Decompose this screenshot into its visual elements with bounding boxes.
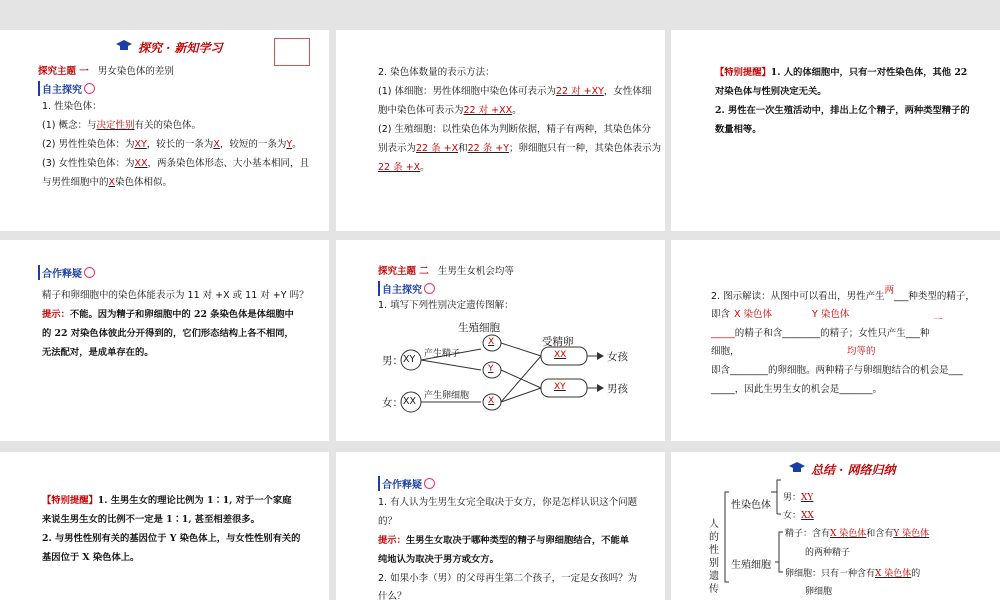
node-egg: 卵细胞：只有一种含有X 染色体的 bbox=[785, 569, 921, 579]
topic-title: 生男生女机会均等 bbox=[437, 266, 514, 277]
slide-5[interactable] bbox=[336, 240, 665, 441]
line-4: 细胞， bbox=[711, 346, 740, 357]
node-sperm: 精子：含有X 染色体和含有Y 染色体 bbox=[785, 529, 930, 539]
stamp-icon bbox=[84, 267, 95, 278]
slide-8[interactable] bbox=[336, 452, 665, 600]
question-1: 1. 有人认为生男生女完全取决于女方，你是怎样认识这个问题 bbox=[378, 497, 638, 508]
egg-label: 产生卵细胞 bbox=[424, 391, 470, 401]
self-explore-tag: 自主探究 bbox=[38, 81, 95, 96]
line-5: 与男性细胞中的X染色体相似。 bbox=[42, 177, 173, 188]
slide-9[interactable] bbox=[671, 452, 1000, 600]
slide-2[interactable] bbox=[336, 30, 665, 231]
sperm-y: Y bbox=[488, 364, 494, 374]
topic-label: 探究主题 二 bbox=[378, 266, 429, 277]
section-header: 探究 · 新知学习 bbox=[138, 41, 223, 55]
thumbnail-image bbox=[274, 38, 310, 66]
germ-cell-label: 生殖细胞 bbox=[458, 322, 500, 334]
line-1: 1. 填写下列性别决定遗传图解： bbox=[378, 300, 514, 311]
female-label: 女： bbox=[382, 397, 403, 409]
node-male: 男：XY bbox=[783, 493, 814, 503]
question-2: 2. 如果小李（男）的父母再生第二个孩子，一定是女孩吗？为 bbox=[378, 573, 638, 584]
line-6: _____，因此生男生女的机会是_______。 bbox=[711, 384, 883, 395]
line-6: 22 条 +X。 bbox=[378, 162, 430, 173]
hint-line-4: 数量相等。 bbox=[715, 124, 762, 135]
hint-line-2: 对染色体与性别决定无关。 bbox=[715, 86, 827, 97]
answer-line-3: 无法配对，是成单存在的。 bbox=[42, 347, 154, 358]
hint-line-3: 2. 男性在一次生殖活动中，排出上亿个精子，两种类型精子的 bbox=[715, 105, 970, 116]
answer-line-2: 纯地认为取决于男方或女方。 bbox=[378, 554, 499, 565]
equal-answer: 均等的 bbox=[847, 346, 876, 357]
line-3: _____的精子和含________的精子；女性只产生___种 bbox=[711, 328, 930, 339]
mortarboard-icon bbox=[116, 38, 132, 57]
hint-line-2: 来说生男生女的比例不一定是 1∶1, 甚至相差很多。 bbox=[42, 514, 260, 525]
zygote-xy: XY bbox=[554, 382, 566, 392]
node-sperm-2: 的两种精子 bbox=[805, 548, 851, 558]
hint-line-1: 【特别提醒】1. 生男生女的理论比例为 1∶1, 对于一个家庭 bbox=[42, 495, 292, 506]
self-explore-tag: 自主探究 bbox=[378, 281, 435, 296]
topic-label: 探究主题 一 bbox=[38, 66, 89, 77]
answer-line-2: 的 22 对染色体彼此分开得到的，它们形态结构上各不相同， bbox=[42, 328, 294, 339]
node-germ-cell: 生殖细胞 bbox=[731, 560, 771, 571]
line-1: 2. 图示解读：从图中可以看出，男性产生两___种类型的精子， bbox=[711, 285, 975, 302]
male-genotype: XY bbox=[403, 354, 416, 365]
node-sex-chromosome: 性染色体 bbox=[731, 500, 771, 511]
sperm-label: 产生精子 bbox=[424, 349, 461, 359]
girl-label: 女孩 bbox=[607, 351, 628, 363]
line-5: 即含________的卵细胞。两种精子与卵细胞结合的机会是___ bbox=[711, 365, 963, 376]
one-answer: 一 bbox=[933, 315, 943, 326]
zygote-label: 受精卵 bbox=[542, 336, 574, 348]
slide-1[interactable] bbox=[0, 30, 329, 231]
discussion-tag: 合作释疑 bbox=[378, 476, 435, 491]
hint-line-1: 【特别提醒】1. 人的体细胞中，只有一对性染色体，其他 22 bbox=[715, 67, 968, 78]
egg-x: X bbox=[488, 396, 495, 406]
question-2b: 什么？ bbox=[378, 591, 407, 600]
line-2: 即含 X 染色体 Y 染色体 bbox=[711, 309, 850, 320]
hint-line-3: 2. 与男性性别有关的基因位于 Y 染色体上，与女性性别有关的 bbox=[42, 533, 301, 544]
section-header: 总结 · 网络归纳 bbox=[811, 463, 896, 477]
slide-4[interactable] bbox=[0, 240, 329, 441]
female-genotype: XX bbox=[403, 396, 417, 407]
stamp-icon bbox=[424, 478, 435, 489]
node-egg-2: 卵细胞 bbox=[805, 587, 833, 597]
question-1b: 的？ bbox=[378, 516, 398, 527]
topic-title: 男女染色体的差别 bbox=[97, 66, 174, 77]
line-1: 1. 性染色体： bbox=[42, 101, 102, 112]
line-5: 别表示为22 条 +X和22 条 +Y；卵细胞只有一种，其染色体表示为 bbox=[378, 143, 662, 154]
line-2: (1) 概念：与决定性别有关的染色体。 bbox=[42, 120, 202, 131]
hint-line-4: 基因位于 X 染色体上。 bbox=[42, 552, 140, 563]
line-4: (2) 生殖细胞：以性染色体为判断依据，精子有两种，其染色体分 bbox=[378, 124, 651, 135]
slide-3[interactable] bbox=[671, 30, 1000, 231]
answer-line-1: 提示：生男生女取决于哪种类型的精子与卵细胞结合，不能单 bbox=[378, 535, 630, 546]
answer-line-1: 提示：不能。因为精子和卵细胞中的 22 条染色体是体细胞中 bbox=[42, 309, 294, 320]
line-1: 2. 染色体数量的表示方法： bbox=[378, 67, 495, 78]
male-label: 男： bbox=[382, 355, 403, 367]
stamp-icon bbox=[84, 83, 95, 94]
boy-label: 男孩 bbox=[607, 383, 628, 395]
inheritance-diagram bbox=[336, 240, 665, 441]
node-female: 女：XX bbox=[783, 511, 814, 521]
root-label: 人的性别遗传 bbox=[709, 519, 719, 595]
line-2: (1) 体细胞：男性体细胞中染色体可表示为22 对 +XY，女性体细 bbox=[378, 86, 652, 97]
slide-7[interactable] bbox=[0, 452, 329, 600]
sperm-x: X bbox=[488, 337, 495, 347]
discussion-tag: 合作释疑 bbox=[38, 265, 95, 280]
question: 精子和卵细胞中的染色体能表示为 11 对 +X 或 11 对 +Y 吗？ bbox=[42, 290, 309, 301]
line-3: 胞中染色体可表示为22 对 +XX。 bbox=[378, 105, 522, 116]
line-4: (3) 女性性染色体：为XX，两条染色体形态、大小基本相同，且 bbox=[42, 158, 310, 169]
slide-6[interactable] bbox=[671, 240, 1000, 441]
line-3: (2) 男性性染色体：为XY，较长的一条为X，较短的一条为Y。 bbox=[42, 139, 302, 150]
zygote-xx: XX bbox=[554, 350, 567, 360]
